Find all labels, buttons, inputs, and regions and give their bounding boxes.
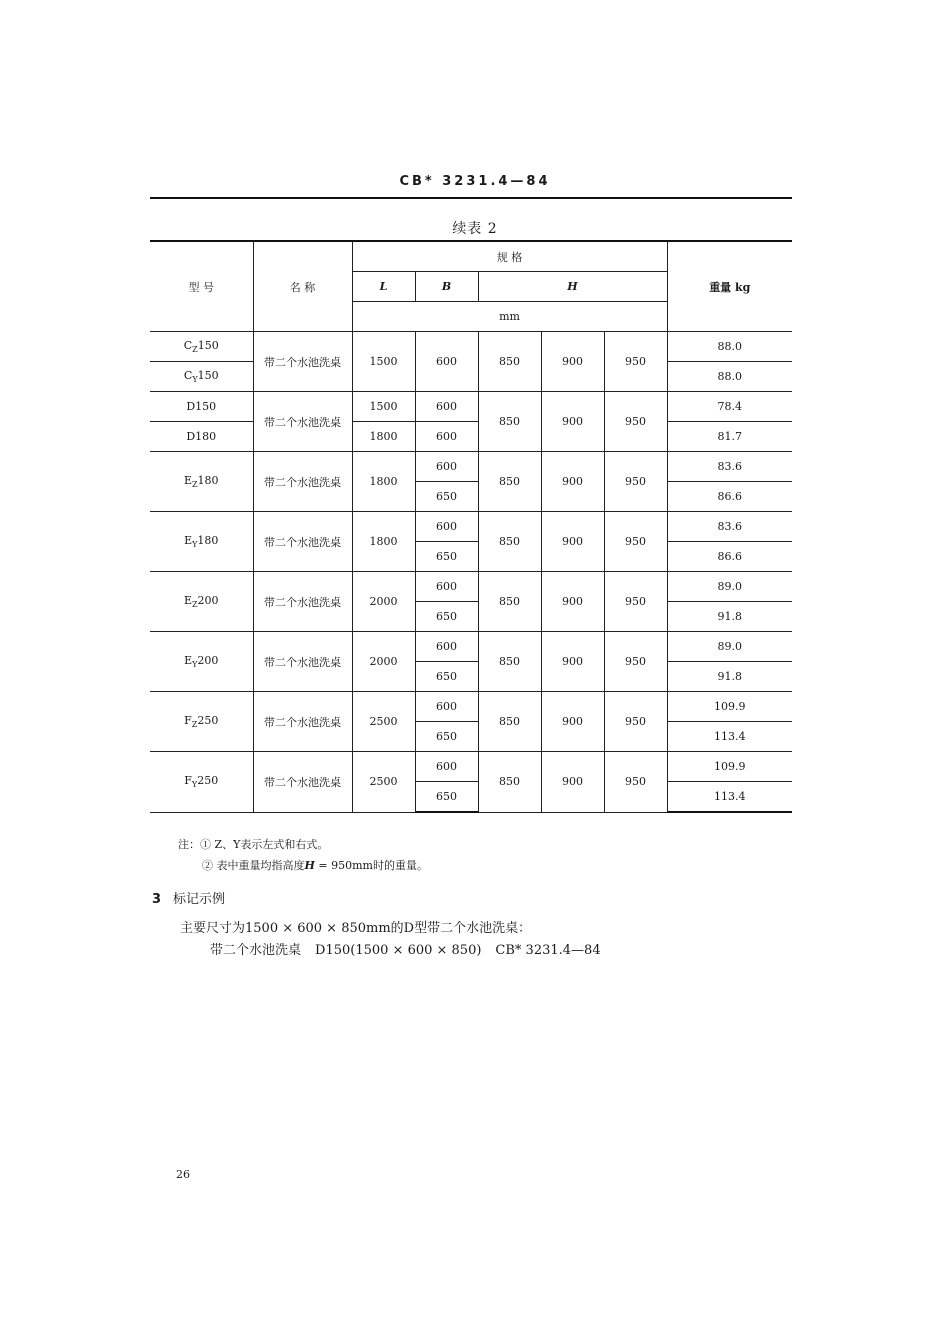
col-header-B: B — [415, 272, 478, 302]
weight-cell: 113.4 — [667, 722, 792, 752]
col-header-name: 名 称 — [253, 241, 352, 332]
table-caption: 续表 2 — [452, 221, 498, 237]
weight-cell: 91.8 — [667, 662, 792, 692]
B-cell: 650 — [415, 482, 478, 512]
H3-cell: 950 — [604, 452, 667, 512]
table-row — [150, 422, 792, 452]
example-line-1: 主要尺寸为1500 × 600 × 850mm的D型带二个水池洗桌： — [180, 921, 532, 936]
weight-cell: 109.9 — [667, 692, 792, 722]
table-row — [150, 332, 792, 362]
weight-cell: 113.4 — [667, 782, 792, 813]
model-cell: $E_Y200$ — [150, 632, 253, 692]
table-header-row — [150, 241, 792, 272]
B-cell: 600 — [415, 632, 478, 662]
col-header-unit: mm — [352, 302, 667, 332]
name-cell: 带二个水池洗桌 — [253, 572, 352, 632]
weight-cell: 88.0 — [667, 332, 792, 362]
H2-cell: 900 — [541, 392, 604, 452]
table-notes — [178, 834, 428, 876]
standard-header: CB* 3231.4—84 — [399, 174, 551, 189]
name-cell: 带二个水池洗桌 — [253, 512, 352, 572]
B-cell: 650 — [415, 722, 478, 752]
B-cell: 650 — [415, 782, 478, 813]
example-product-name: 带二个水池洗桌 — [210, 943, 302, 958]
H1-cell: 850 — [478, 392, 541, 452]
page-number: 26 — [176, 1168, 190, 1181]
H3-cell: 950 — [604, 752, 667, 813]
H1-cell: 850 — [478, 512, 541, 572]
H3-cell: 950 — [604, 572, 667, 632]
L-cell: 1800 — [352, 422, 415, 452]
L-cell: 2500 — [352, 752, 415, 813]
model-cell: $E_Y180$ — [150, 512, 253, 572]
model-cell: $C_Z150$ — [150, 332, 253, 362]
table-row — [150, 752, 792, 782]
col-header-weight: 重量 kg — [667, 241, 792, 332]
weight-cell: 89.0 — [667, 572, 792, 602]
table-row — [150, 512, 792, 542]
weight-cell: 83.6 — [667, 512, 792, 542]
L-cell: 1500 — [352, 332, 415, 392]
H3-cell: 950 — [604, 332, 667, 392]
H3-cell: 950 — [604, 692, 667, 752]
weight-cell: 91.8 — [667, 602, 792, 632]
model-cell: $E_Z180$ — [150, 452, 253, 512]
weight-cell: 86.6 — [667, 482, 792, 512]
H3-cell: 950 — [604, 512, 667, 572]
L-cell: 1500 — [352, 392, 415, 422]
H2-cell: 900 — [541, 752, 604, 813]
H1-cell: 850 — [478, 452, 541, 512]
L-cell: 2000 — [352, 632, 415, 692]
table-row — [150, 692, 792, 722]
H1-cell: 850 — [478, 692, 541, 752]
weight-cell: 109.9 — [667, 752, 792, 782]
col-header-model: 型 号 — [150, 241, 253, 332]
B-cell: 600 — [415, 572, 478, 602]
name-cell: 带二个水池洗桌 — [253, 452, 352, 512]
B-cell: 600 — [415, 512, 478, 542]
note-2: ② 表中重量均指高度H = 950mm时的重量。 — [202, 859, 428, 872]
H1-cell: 850 — [478, 572, 541, 632]
H2-cell: 900 — [541, 512, 604, 572]
name-cell: 带二个水池洗桌 — [253, 692, 352, 752]
note-1: 注：① Z、Y表示左式和右式。 — [178, 838, 329, 851]
name-cell: 带二个水池洗桌 — [253, 332, 352, 392]
weight-cell: 83.6 — [667, 452, 792, 482]
B-cell: 650 — [415, 662, 478, 692]
B-cell: 600 — [415, 392, 478, 422]
example-line-2 — [180, 940, 615, 962]
name-cell: 带二个水池洗桌 — [253, 632, 352, 692]
section-heading — [152, 888, 225, 907]
table-row — [150, 392, 792, 422]
H2-cell: 900 — [541, 572, 604, 632]
model-cell: $C_Y150$ — [150, 362, 253, 392]
L-cell: 1800 — [352, 512, 415, 572]
model-cell: $F_Y250$ — [150, 752, 253, 813]
B-cell: 600 — [415, 452, 478, 482]
table-row — [150, 452, 792, 482]
H1-cell: 850 — [478, 332, 541, 392]
name-cell: 带二个水池洗桌 — [253, 392, 352, 452]
H1-cell: 850 — [478, 632, 541, 692]
H2-cell: 900 — [541, 692, 604, 752]
model-cell: $F_Z250$ — [150, 692, 253, 752]
B-cell: 650 — [415, 602, 478, 632]
table-row — [150, 632, 792, 662]
section-number: 3 — [152, 892, 162, 907]
H2-cell: 900 — [541, 332, 604, 392]
col-header-L: L — [352, 272, 415, 302]
table-row — [150, 572, 792, 602]
name-cell: 带二个水池洗桌 — [253, 752, 352, 813]
col-header-H: H — [478, 272, 667, 302]
section-title: 标记示例 — [173, 892, 226, 907]
H3-cell: 950 — [604, 392, 667, 452]
spec-table — [150, 240, 792, 813]
weight-cell: 78.4 — [667, 392, 792, 422]
H2-cell: 900 — [541, 452, 604, 512]
marking-example — [180, 918, 615, 962]
L-cell: 1800 — [352, 452, 415, 512]
B-cell: 600 — [415, 692, 478, 722]
H1-cell: 850 — [478, 752, 541, 813]
B-cell: 600 — [415, 422, 478, 452]
header-rule — [150, 197, 792, 199]
H2-cell: 900 — [541, 632, 604, 692]
model-cell: $E_Z200$ — [150, 572, 253, 632]
weight-cell: 88.0 — [667, 362, 792, 392]
B-cell: 650 — [415, 542, 478, 572]
H3-cell: 950 — [604, 632, 667, 692]
L-cell: 2000 — [352, 572, 415, 632]
L-cell: 2500 — [352, 692, 415, 752]
model-cell: D150 — [150, 392, 253, 422]
weight-cell: 86.6 — [667, 542, 792, 572]
weight-cell: 89.0 — [667, 632, 792, 662]
example-product-code: D150(1500 × 600 × 850) — [315, 943, 482, 958]
B-cell: 600 — [415, 332, 478, 392]
B-cell: 600 — [415, 752, 478, 782]
weight-cell: 81.7 — [667, 422, 792, 452]
example-standard: CB* 3231.4—84 — [495, 943, 601, 958]
col-header-spec: 规 格 — [352, 241, 667, 272]
model-cell: D180 — [150, 422, 253, 452]
